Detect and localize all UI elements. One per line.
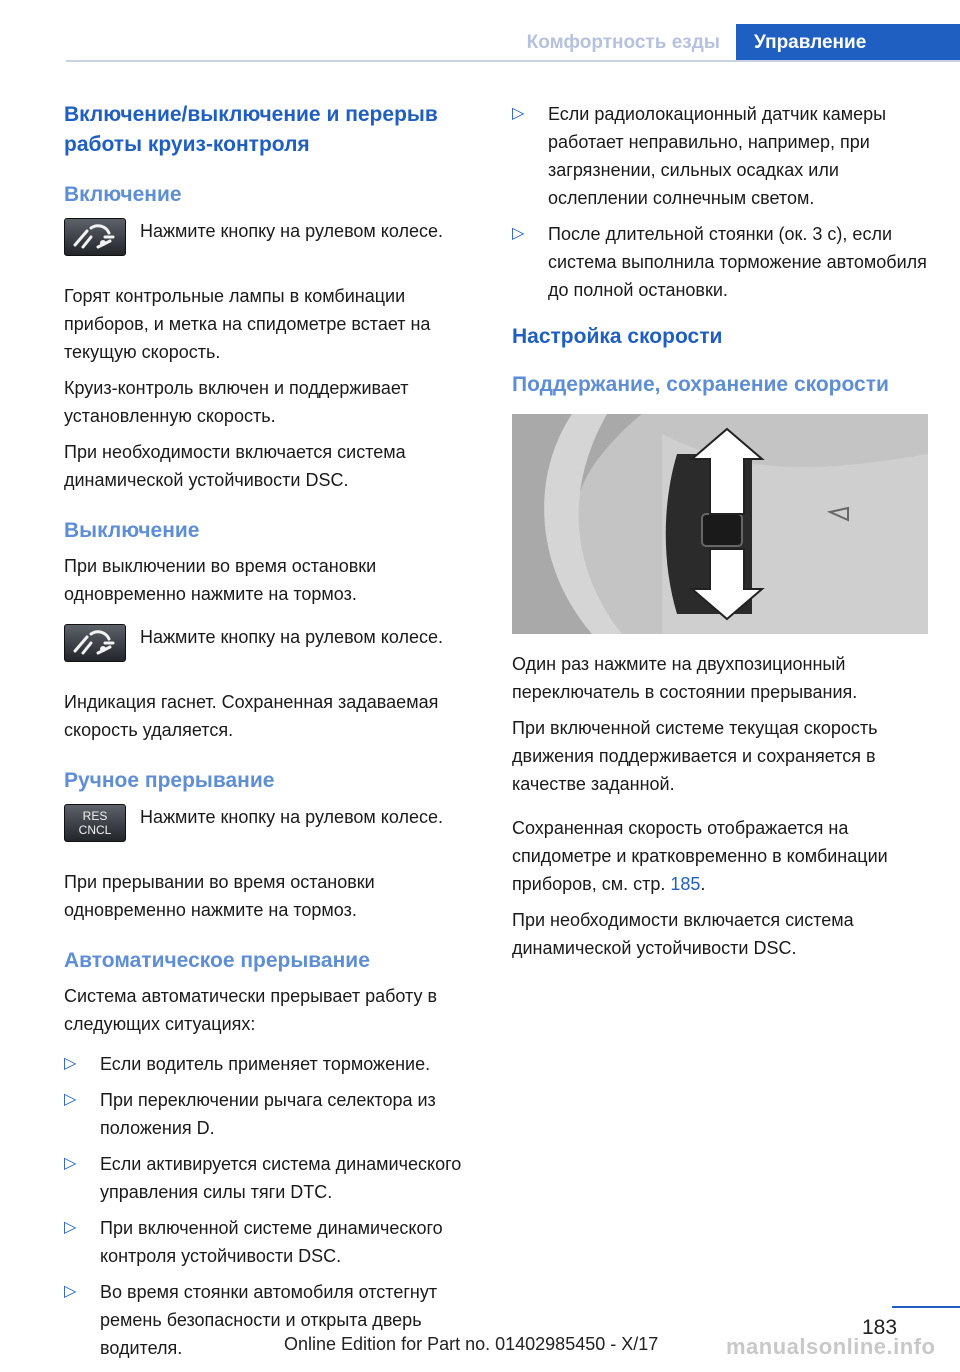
auto-interrupt-list-continued xyxy=(512,100,930,304)
bullet-triangle-icon: ▷ xyxy=(64,1055,77,1072)
press-instruction: Нажмите кнопку на рулевом колесе. xyxy=(140,807,444,827)
paragraph: Система автоматически прерывает работу в следующих ситуациях: xyxy=(64,986,438,1034)
cruise-control-button-icon xyxy=(64,218,126,256)
page-reference-link[interactable]: 185 xyxy=(670,874,701,894)
cncl-label: CNCL xyxy=(78,823,112,837)
bullet-triangle-icon: ▷ xyxy=(64,1219,77,1236)
header-chapter-tab[interactable]: Управление xyxy=(736,24,960,62)
press-row-on xyxy=(64,216,476,264)
paragraph: Индикация гаснет. Сохраненная задаваемая скорость удаляется. xyxy=(64,692,439,740)
list-item: ▷ Во время стоянки автомобиля отстегнут ремень безопасности и открыта дверь водителя. xyxy=(64,1278,476,1362)
bullet-triangle-icon: ▷ xyxy=(512,225,525,242)
list-item: ▷ При включенной системе динамического контроля устойчивости DSC. xyxy=(64,1214,476,1270)
section-title: Включение/выключение и перерыв работы круиз-контроля xyxy=(64,103,438,156)
edition-note: Online Edition for Part no. 01402985450 - X/17 xyxy=(284,1334,659,1354)
page-number: 183 xyxy=(862,1316,898,1339)
res-cncl-button-icon xyxy=(64,804,126,842)
hold-heading: Поддержание, сохранение скорости xyxy=(512,373,889,396)
speed-heading: Настройка скорости xyxy=(512,325,723,348)
res-label: RES xyxy=(82,809,108,823)
list-item: ▷ После длительной стоянки (ок. 3 с), если система выполнила торможение автомобиля до полной остановки. xyxy=(512,220,930,304)
bullet-triangle-icon: ▷ xyxy=(64,1091,77,1108)
paragraph: Круиз-контроль включен и поддерживает установленную скорость. xyxy=(64,378,409,426)
left-column xyxy=(64,100,476,1372)
header-section: Комфортность езды xyxy=(526,32,720,53)
auto-interrupt-list xyxy=(64,1050,476,1362)
heading-off: Выключение xyxy=(64,519,200,542)
bullet-triangle-icon: ▷ xyxy=(64,1283,77,1300)
press-row-manual xyxy=(64,802,476,850)
steering-wheel-photo xyxy=(512,414,928,634)
heading-on: Включение xyxy=(64,183,182,206)
paragraph: При необходимости включается система динамической устойчивости DSC. xyxy=(512,910,854,958)
press-instruction: Нажмите кнопку на рулевом колесе. xyxy=(140,627,444,647)
heading-auto: Автоматическое прерывание xyxy=(64,949,370,972)
bullet-triangle-icon: ▷ xyxy=(512,105,525,122)
paragraph: При прерывании во время остановки одновременно нажмите на тормоз. xyxy=(64,872,375,920)
bullet-triangle-icon: ▷ xyxy=(64,1155,77,1172)
list-item: ▷ Если водитель применяет торможение. xyxy=(64,1050,476,1078)
paragraph: Горят контрольные лампы в комбинации приборов, и метка на спидометре встает на текущую скорость. xyxy=(64,286,431,362)
list-item: ▷ Если радиолокационный датчик камеры работает неправильно, например, при загрязнении, сильных осадках или ослеплении солнечным светом. xyxy=(512,100,930,212)
paragraph: При включенной системе текущая скорость движения поддерживается и сохраняется в качестве заданной. xyxy=(512,718,878,794)
list-item: ▷ При переключении рычага селектора из положения D. xyxy=(64,1086,476,1142)
press-instruction: Нажмите кнопку на рулевом колесе. xyxy=(140,221,444,241)
footer-rule xyxy=(892,1306,960,1308)
paragraph: При выключении во время остановки одновременно нажмите на тормоз. xyxy=(64,556,377,604)
cruise-control-button-icon xyxy=(64,624,126,662)
paragraph: Один раз нажмите на двухпозиционный переключатель в состоянии прерывания. xyxy=(512,654,858,702)
heading-manual: Ручное прерывание xyxy=(64,769,275,792)
list-item: ▷ Если активируется система динамического управления силы тяги DTC. xyxy=(64,1150,476,1206)
watermark: manualsonline.info xyxy=(726,1334,936,1359)
right-column xyxy=(512,100,930,970)
header-rule xyxy=(66,60,960,62)
press-row-off xyxy=(64,622,476,670)
paragraph: Сохраненная скорость отображается на спидометре и кратковременно в комбинации приборов, см. стр. 185. xyxy=(512,818,888,894)
paragraph: При необходимости включается система динамической устойчивости DSC. xyxy=(64,442,406,490)
